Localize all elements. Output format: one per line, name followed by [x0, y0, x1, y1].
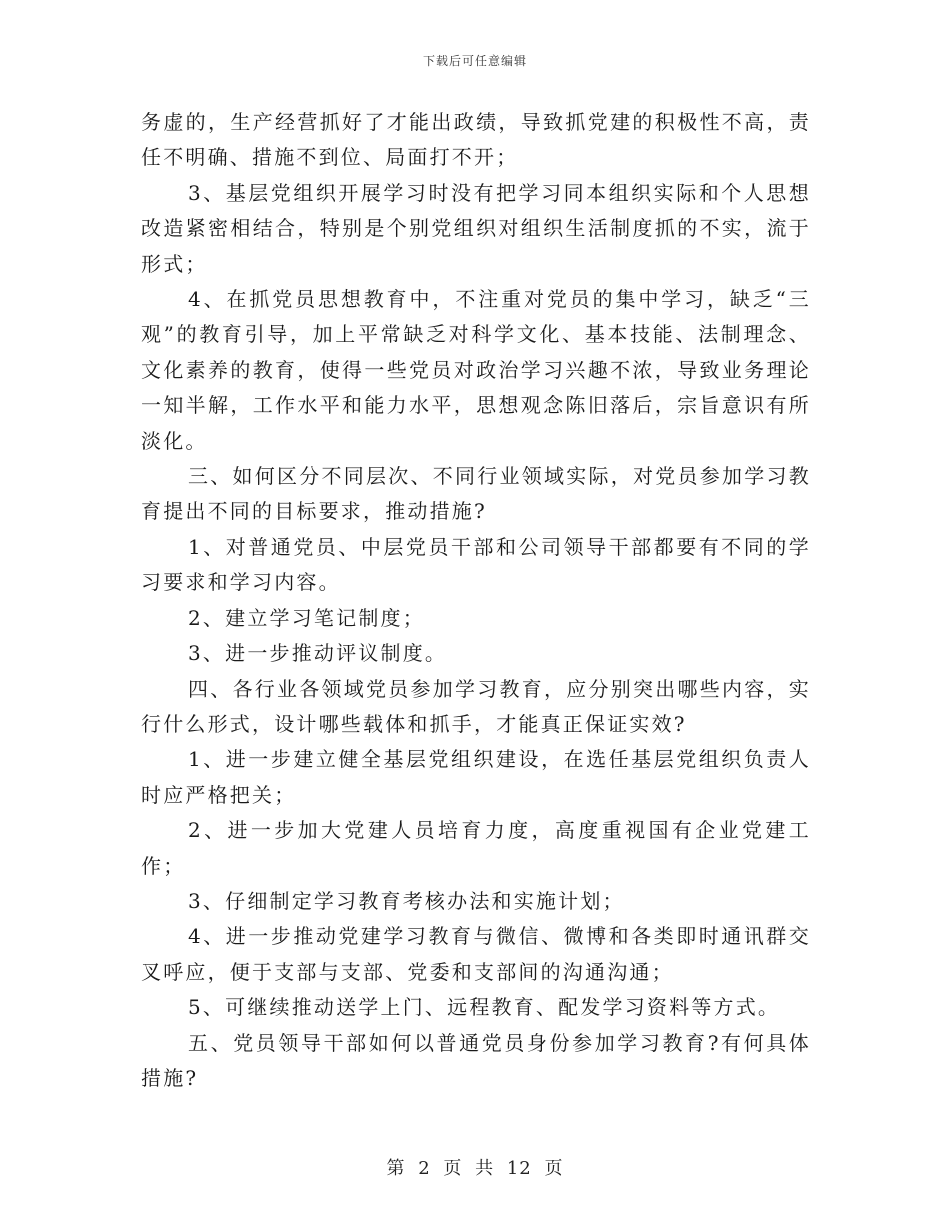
list-item: 3、进一步推动评议制度。	[188, 641, 448, 666]
paragraph-item-3: 3、基层党组织开展学习时没有把学习同本组织实际和个人思想改造紧密相结合，特别是个别党组织对组织生活制度抓的不实，流于形式；	[141, 180, 811, 276]
list-item: 2、进一步加大党建人员培育力度，高度重视国有企业党建工作；	[141, 818, 811, 878]
list-item: 2、建立学习笔记制度；	[188, 605, 425, 630]
list-item: 5、可继续推动送学上门、远程教育、配发学习资料等方式。	[188, 995, 781, 1020]
list-item: 1、进一步建立健全基层党组织建设，在选任基层党组织负责人时应严格把关；	[141, 747, 811, 807]
list-item: 4、进一步推动党建学习教育与微信、微博和各类即时通讯群交叉呼应，便于支部与支部、党委和支部间的沟通沟通；	[141, 924, 811, 984]
document-body	[141, 105, 811, 1096]
page-header: 下载后可任意编辑	[422, 54, 527, 68]
list-item: 3、仔细制定学习教育考核办法和实施计划；	[188, 888, 625, 913]
page-number-footer: 第 2 页 共 12 页	[386, 1158, 564, 1179]
paragraph-item-4: 4、在抓党员思想教育中，不注重对党员的集中学习，缺乏“三观”的教育引导，加上平常缺乏对科学文化、基本技能、法制理念、文化素养的教育，使得一些党员对政治学习兴趣不浓，导致业务理论一知半解，工作水平和能力水平，思想观念陈旧落后，宗旨意识有所淡化。	[141, 287, 811, 453]
paragraph-continued: 务虚的，生产经营抓好了才能出政绩，导致抓党建的积极性不高，责任不明确、措施不到位、局面打不开；	[141, 110, 811, 170]
list-item: 1、对普通党员、中层党员干部和公司领导干部都要有不同的学习要求和学习内容。	[141, 534, 811, 595]
section-heading-4: 四、各行业各领域党员参加学习教育，应分别突出哪些内容，实行什么形式，设计哪些载体和抓手，才能真正保证实效?	[141, 676, 811, 736]
section-heading-3: 三、如何区分不同层次、不同行业领域实际，对党员参加学习教育提出不同的目标要求，推动措施?	[141, 464, 811, 524]
section-heading-5: 五、党员领导干部如何以普通党员身份参加学习教育?有何具体措施?	[141, 1030, 811, 1090]
